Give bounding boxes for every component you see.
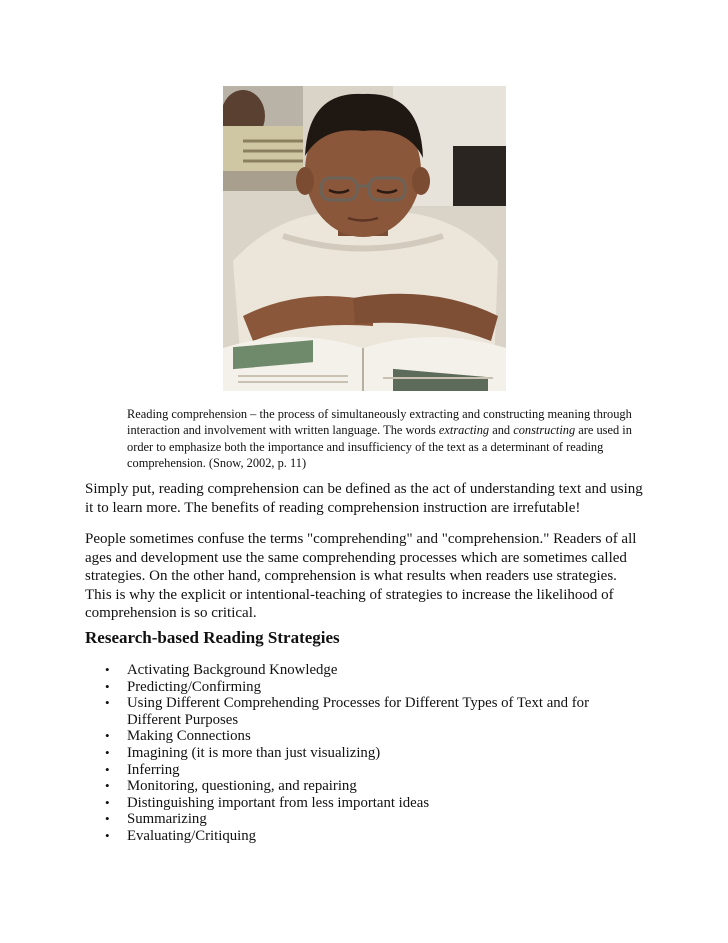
paragraph-definition: Simply put, reading comprehension can be defined as the act of understanding text and using it to learn more. The benefits of reading comprehension instruction are irrefutable!	[85, 481, 643, 516]
quote-text-end: are used in order to emphasize both the importance and insufficiency of the text as a determinant of reading comprehension. (Snow, 2002, p. 11)	[127, 423, 632, 471]
quote-text-and: and	[489, 423, 514, 438]
boy-reading-illustration	[223, 86, 506, 391]
boy-reading-photo	[223, 86, 506, 391]
list-item: • Monitoring, questioning, and repairing	[85, 778, 645, 795]
definition-quote	[127, 406, 647, 472]
quote-term-extracting: extracting	[438, 423, 490, 438]
list-item: • Making Connections	[85, 728, 645, 745]
list-item: • Using Different Comprehending Processes for Different Types of Text and for Different Purposes	[85, 695, 645, 728]
list-item: • Imagining (it is more than just visualizing)	[85, 745, 645, 762]
quote-text-start: Reading comprehension – the process of simultaneously extracting and constructing meaning through interaction and involvement with written language. The words	[127, 407, 632, 438]
list-item: • Evaluating/Critiquing	[85, 828, 645, 845]
paragraph-comprehending: People sometimes confuse the terms "comprehending" and "comprehension." Readers of all ages and development use the same comprehending processes which are sometimes called strategies. On the other hand, comprehension is what results when readers use strategies. This is why the explicit or intentional-teaching of strategies to increase the likelihood of comprehension is so critical.	[85, 531, 637, 622]
strategies-list	[85, 662, 645, 845]
list-item: • Activating Background Knowledge	[85, 662, 645, 679]
list-item: • Inferring	[85, 762, 645, 779]
list-item: • Distinguishing important from less important ideas	[85, 795, 645, 812]
list-item: • Predicting/Confirming	[85, 679, 645, 696]
strategies-heading: Research-based Reading Strategies	[85, 628, 340, 647]
list-item: • Summarizing	[85, 811, 645, 828]
quote-term-constructing: constructing	[513, 423, 576, 438]
